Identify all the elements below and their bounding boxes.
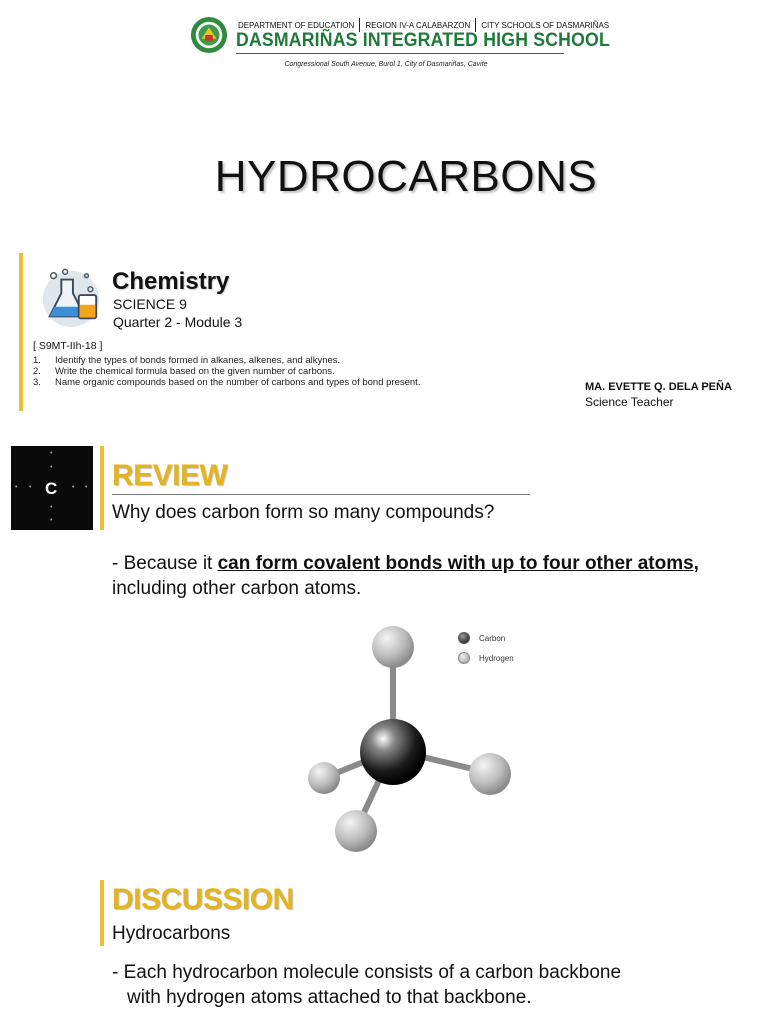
- teacher-role: Science Teacher: [585, 395, 674, 409]
- subject-title: Chemistry: [112, 268, 230, 295]
- electron-dot-icon: •: [85, 484, 88, 491]
- hydrogen-legend-icon: [458, 652, 470, 664]
- answer-highlight: can form covalent bonds with up to four other atoms,: [217, 553, 699, 574]
- chemistry-flask-icon: [40, 266, 102, 328]
- objective-text: Name organic compounds based on the number of carbons and types of bond present.: [55, 377, 421, 388]
- department-label: DEPARTMENT OF EDUCATION: [238, 20, 355, 30]
- discussion-line: with hydrogen atoms attached to that backbone.: [127, 987, 532, 1008]
- discussion-accent-bar: [100, 880, 104, 946]
- review-heading: REVIEW: [112, 459, 228, 492]
- discussion-heading: DISCUSSION: [112, 883, 294, 916]
- hydrogen-atom: [335, 810, 377, 852]
- electron-dot-icon: •: [72, 484, 75, 491]
- review-answer: [112, 551, 712, 601]
- electron-dot-icon: •: [50, 450, 53, 457]
- legend-label: Hydrogen: [479, 653, 514, 663]
- header-rule: [236, 53, 564, 54]
- grade-label: SCIENCE 9: [113, 296, 187, 312]
- legend-item-carbon: [458, 632, 514, 644]
- carbon-atom: [360, 719, 426, 785]
- school-seal-logo: [190, 16, 228, 54]
- objective-text: Identify the types of bonds formed in alkanes, alkenes, and alkynes.: [55, 355, 341, 366]
- module-accent-bar: [19, 253, 23, 411]
- molecule-legend: [458, 632, 514, 672]
- electron-dot-icon: •: [15, 484, 18, 491]
- answer-suffix: including other carbon atoms.: [112, 578, 362, 599]
- review-rule: [112, 494, 530, 495]
- electron-dot-icon: •: [29, 484, 32, 491]
- competency-code: [ S9MT-IIh-18 ]: [33, 340, 103, 352]
- objective-text: Write the chemical formula based on the given number of carbons.: [55, 366, 335, 377]
- discussion-subheading: Hydrocarbons: [112, 923, 231, 944]
- legend-item-hydrogen: [458, 652, 514, 664]
- hydrogen-atom: [372, 626, 414, 668]
- carbon-atom-image: [11, 446, 93, 530]
- list-item: [33, 377, 473, 388]
- review-question: Why does carbon form so many compounds?: [112, 502, 495, 523]
- quarter-module-label: Quarter 2 - Module 3: [113, 314, 243, 330]
- teacher-name: MA. EVETTE Q. DELA PEÑA: [585, 381, 732, 393]
- hydrogen-atom: [469, 753, 511, 795]
- discussion-text: [112, 960, 712, 1010]
- division-label: CITY SCHOOLS OF DASMARIÑAS: [481, 20, 610, 30]
- electron-dot-icon: •: [50, 504, 53, 511]
- objective-number: 1.: [33, 355, 41, 366]
- list-item: [33, 366, 473, 377]
- objectives-list: [33, 355, 473, 388]
- list-item: [33, 355, 473, 366]
- electron-dot-icon: •: [50, 517, 53, 524]
- answer-prefix: - Because it: [112, 553, 218, 574]
- electron-dot-icon: •: [50, 464, 53, 471]
- discussion-line: - Each hydrocarbon molecule consists of a carbon backbone: [112, 962, 622, 983]
- hydrogen-atom: [308, 762, 340, 794]
- objective-number: 2.: [33, 366, 41, 377]
- page-title: HYDROCARBONS: [214, 152, 598, 201]
- school-name: DASMARIÑAS INTEGRATED HIGH SCHOOL: [236, 30, 610, 51]
- objective-number: 3.: [33, 377, 41, 388]
- review-accent-bar: [100, 446, 104, 530]
- carbon-legend-icon: [458, 632, 470, 644]
- legend-label: Carbon: [479, 633, 506, 643]
- carbon-symbol: C: [45, 479, 58, 498]
- region-label: REGION IV-A CALABARZON: [365, 20, 471, 30]
- school-address: Congressional South Avenue, Burol 1, City of Dasmariñas, Cavite: [284, 61, 488, 68]
